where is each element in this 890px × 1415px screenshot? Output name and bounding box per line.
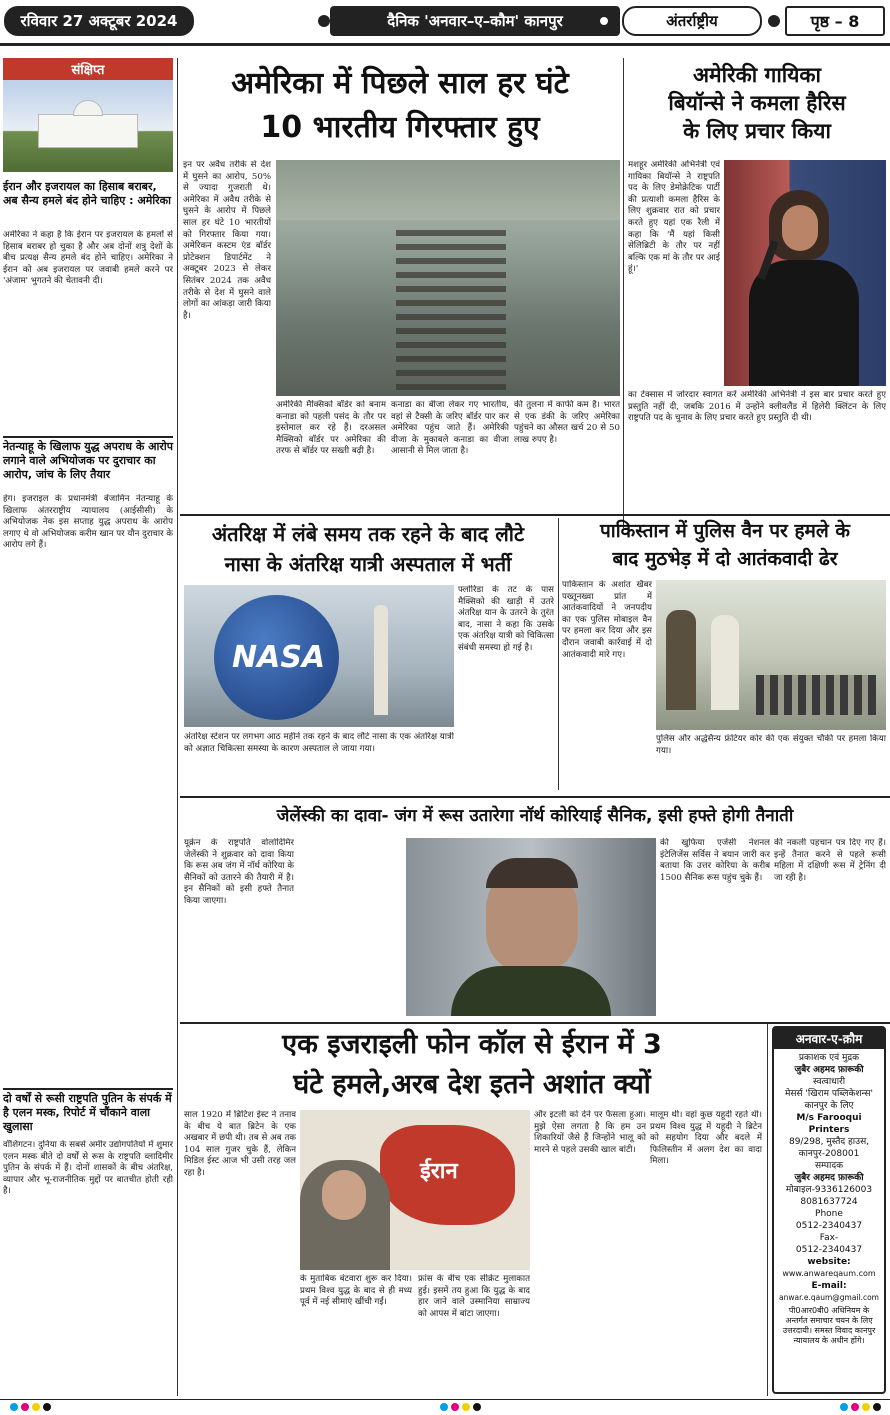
section-name: अंतर्राष्ट्रीय bbox=[622, 6, 762, 36]
magenta-dot-icon bbox=[851, 1403, 859, 1411]
israel-headline-line2: घंटे हमले,अरब देश इतने अशांत क्यों bbox=[293, 1069, 651, 1100]
map-label: ईरान bbox=[420, 1159, 458, 1184]
imprint-line: प्रकाशक एवं मुद्रक bbox=[798, 1053, 860, 1063]
black-dot-icon bbox=[473, 1403, 481, 1411]
fax-label: Fax- bbox=[819, 1233, 839, 1243]
registration-marks bbox=[440, 1403, 481, 1411]
zelensky-headline: जेलेंस्की का दावा- जंग में रूस उतारेगा नॉर्थ कोरियाई सैनिक, इसी हफ्ते होगी तैनाती bbox=[276, 806, 794, 826]
pakistan-headline-line1: पाकिस्तान में पुलिस वैन पर हमले के bbox=[599, 520, 850, 542]
riverbank-shape bbox=[276, 160, 620, 220]
israel-body-col1: साल 1920 में ब्रिटिश ईस्ट ने तनाव के बीच ये बात ब्रिटेन के एक अखबार में छपी थी। तब से अब तक 104 साल गुजर चुके हैं, लेकिन मिडिल ईस्ट आज भी उसी तरह जल रहा है। bbox=[184, 1110, 296, 1178]
lead-headline-line1: अमेरिका में पिछले साल हर घंटे bbox=[231, 66, 569, 101]
yellow-dot-icon bbox=[862, 1403, 870, 1411]
migrants-river-photo bbox=[276, 160, 620, 396]
israel-body-col4: और इटली को देने पर फैसला हुआ। मुझे ऐसा लगता है कि हम उन शिकारियों जैसे हैं जिन्होंने भालू को मारने से पहले उसकी खाल बांटी। bbox=[534, 1110, 646, 1155]
magenta-dot-icon bbox=[21, 1403, 29, 1411]
face-shape bbox=[782, 205, 818, 251]
fax-number: 0512-2340437 bbox=[795, 1245, 863, 1255]
divider bbox=[180, 796, 890, 798]
column-rule bbox=[623, 58, 624, 528]
imprint-title: अनवार-ए-क़ौम bbox=[774, 1028, 884, 1049]
shirt-shape bbox=[451, 966, 611, 1016]
lead-body-col1: इन पर अवैध तरीके से देश में घुसने का आरोप, 50% से ज्यादा गुजराती थे। अमेरिका में अवैध तरीके से घुसने के आरोप में पिछले साल हर घंटे 10 भारतीयों को गिरफ्तार किया गया। अमेरिकन कस्टम एंड बॉर्डर प्रोटेक्शन डिपार्टमेंट ने अक्टूबर 2023 से लेकर सितंबर 2024 तक अवैध तरीके से देश में घुसने वाले लोगों का आंकड़ा जारी किया है। bbox=[183, 160, 271, 321]
lead-body-col2: अमेरिकी मैक्सिको बॉर्डर को बनाम कनाडा को पहली पसंद के तौर पर इस्तेमाल कर रहे हैं। दरअसल मैक्सिको बॉर्डर पर अमेरिका की तरफ से बॉर्डर पर सख्ती बढ़ी है। bbox=[276, 400, 386, 457]
zelensky-body-col1: यूक्रेन के राष्ट्रपति वोलोदिमिर जेलेंस्की ने शुक्रवार को दावा किया कि रूस अब जंग में नॉर्थ कोरिया के सैनिकों को उतारने की तैयारी में है। इन सैनिकों को इसी हफ्ते तैनात किया जाएगा। bbox=[184, 838, 294, 906]
lead-headline-line2: 10 भारतीय गिरफ्तार हुए bbox=[260, 110, 540, 145]
masthead bbox=[0, 0, 890, 46]
newspaper-name: दैनिक 'अनवार–ए–कौम' कानपुर bbox=[330, 6, 620, 36]
editor-name: जुबैर अहमद फ़ारूकी bbox=[794, 1173, 864, 1183]
website-link[interactable]: www.anwareqaum.com bbox=[782, 1269, 876, 1278]
people-line-shape bbox=[396, 230, 506, 390]
bullet-icon bbox=[318, 15, 330, 27]
nasa-body-col1: फ्लोरिडा के तट के पास मैक्सिको की खाड़ी में उतरे अंतरिक्ष यान के उतरने के तुरंत बाद, नासा ने कहा कि उसके एक अंतरिक्ष यात्री को चिकित्सा संबंधी समस्या हो गई है। bbox=[458, 585, 554, 653]
dome-shape bbox=[73, 100, 103, 116]
imprint-box bbox=[772, 1026, 886, 1394]
israel-body-col5: मालूम थी। वहां कुछ यहूदी रहते थी। प्रथम विश्व युद्ध में यहूदी ने ब्रिटेन को सहयोग दिया और बदले में फिलिस्तीन में अलग देश का वादा मिला। bbox=[650, 1110, 762, 1167]
beyonce-headline-line1: अमेरिकी गायिका bbox=[693, 63, 821, 87]
pakistan-headline-line2: बाद मुठभेड़ में दो आतंकवादी ढेर bbox=[612, 548, 838, 570]
bullet-icon bbox=[768, 15, 780, 27]
zelensky-photo bbox=[406, 838, 656, 1016]
website-label: website: bbox=[807, 1257, 851, 1267]
imprint-line: स्वत्वाधारी bbox=[812, 1077, 846, 1087]
zelensky-body-col2: की खुफिया एजेंसी नेशनल इंटेलिजेंस सर्विस ने बयान जारी कर बताया कि उत्तर कोरिया के करीब 1500 सैनिक रूस पहुंच चुके हैं। bbox=[660, 838, 770, 883]
israel-body-col3: फ्रांस के बीच एक सीक्रेट मुलाकात हुई। इसमें तय हुआ कि युद्ध के बाद हार जाने वाले उस्मानिया साम्राज्य को आपस में बांटा जाएगा। bbox=[418, 1274, 530, 1319]
person-shape bbox=[666, 610, 696, 710]
nasa-logo-text: NASA bbox=[232, 640, 326, 675]
beyonce-headline-line2: बियॉन्से ने कमला हैरिस bbox=[668, 91, 846, 115]
sidebar-story2-headline: नेतन्याहू के खिलाफ युद्ध अपराध के आरोप लगाने वाले अभियोजक पर दुराचार का आरोप, जांच के लिए तैयार bbox=[3, 440, 173, 481]
sidebar-label: संक्षिप्त bbox=[3, 58, 173, 80]
imprint-line: जुबैर अहमद फ़ारूकी bbox=[794, 1065, 864, 1075]
legal-note: पी0आर0बी0 अधिनियम के अन्तर्गत समाचार चयन के लिए उत्तरदायी। समस्त विवाद कानपुर न्यायालय के अधीन होंगे। bbox=[782, 1306, 876, 1345]
pakistan-photo bbox=[656, 580, 886, 730]
yellow-dot-icon bbox=[462, 1403, 470, 1411]
page-number: पृष्ठ – 8 bbox=[785, 6, 885, 36]
suit-shape bbox=[749, 260, 859, 386]
israel-body-col2: के मुताबिक बंटवारा शुरू कर दिया। प्रथम विश्व युद्ध के बाद से ही मध्य पूर्व में नई सीमाएं खींची गईं। bbox=[300, 1274, 412, 1308]
sidebar-story3-body: वॉशिंगटन। दुनिया के सबसे अमीर उद्योगपतियों में शुमार एलन मस्क बीते दो वर्षों से रूस के राष्ट्रपति व्लादिमीर पुतिन के संपर्क में हैं। दोनों शासकों के बीच अंतरिक्ष, व्यापार और भू-राजनीतिक मुद्दों पर बातचीत होती रही है। bbox=[3, 1140, 173, 1197]
beyonce-body-col1: मशहूर अमेरिकी अभिनेत्री एवं गायिका बियॉन्से ने राष्ट्रपति पद के लिए डेमोक्रेटिक पार्टी की प्रत्याशी कमला हैरिस के लिए शुक्रवार रात को प्रचार करते हुए यहां एक रैली में कहा कि 'मैं यहां किसी सेलिब्रिटी के तौर पर नहीं बल्कि एक मां के तौर पर आई हूं।' bbox=[628, 160, 720, 275]
nasa-body-col2: अंतरिक्ष स्टेशन पर लगभग आठ महीने तक रहने के बाद लौटे नासा के एक अंतरिक्ष यात्री को अज्ञात चिकित्सा समस्या के कारण अस्पताल ले जाया गया। bbox=[184, 732, 454, 754]
rocket-shape bbox=[374, 605, 388, 715]
sidebar-story2-body: हेग। इजराइल के प्रधानमंत्री बेंजामिन नेतन्याहू के खिलाफ अंतरराष्ट्रीय न्यायालय (आईसीसी) के अभियोजक नेक इस सप्ताह युद्ध अपराध के आरोप लगाए थे वो अभियोजक करीम खान पर यौन दुराचार के आरोप लगे हैं। bbox=[3, 494, 173, 551]
column-rule bbox=[177, 58, 178, 1396]
bullet-icon bbox=[598, 15, 610, 27]
iran-map-photo bbox=[300, 1110, 530, 1270]
black-dot-icon bbox=[43, 1403, 51, 1411]
mobile-number: 8081637724 bbox=[800, 1197, 858, 1207]
hair-shape bbox=[486, 858, 578, 888]
face-shape bbox=[322, 1170, 366, 1220]
beyonce-headline-line3: के लिए प्रचार किया bbox=[683, 119, 831, 143]
cyan-dot-icon bbox=[840, 1403, 848, 1411]
sidebar-story3-headline: दो वर्षों से रूसी राष्ट्रपति पुतिन के संपर्क में है एलन मस्क, रिपोर्ट में चौंकाने वाला खुलासा bbox=[3, 1092, 172, 1133]
divider bbox=[3, 436, 173, 438]
imprint-line: मेसर्स 'खिराम पब्लिकेशन्स' bbox=[785, 1089, 873, 1099]
weapons-shape bbox=[756, 675, 876, 715]
zelensky-body-col3: की नकली पहचान पत्र दिए गए हैं। इन्हें तैनात करने से पहले रूसी महिला में दक्षिणी रूस में ट्रेनिंग दी जा रही है। bbox=[774, 838, 886, 883]
column-rule bbox=[767, 1024, 768, 1396]
nasa-photo bbox=[184, 585, 454, 727]
building-shape bbox=[38, 114, 138, 148]
black-dot-icon bbox=[873, 1403, 881, 1411]
sidebar-column bbox=[3, 58, 173, 1398]
email-link[interactable]: anwar.e.qaum@gmail.com bbox=[778, 1293, 879, 1302]
kamala-harris-photo bbox=[724, 160, 886, 386]
imprint-line: 89/298, मुस्तैद हाउस, कानपुर-208001 bbox=[788, 1137, 870, 1159]
nasa-headline-line1: अंतरिक्ष में लंबे समय तक रहने के बाद लौटे bbox=[211, 522, 525, 546]
imprint-line: M/s Farooqui Printers bbox=[796, 1113, 862, 1135]
phone-label: Phone bbox=[815, 1209, 843, 1219]
registration-marks bbox=[10, 1403, 51, 1411]
phone-number: 0512-2340437 bbox=[795, 1221, 863, 1231]
footer-bar bbox=[0, 1399, 890, 1415]
cyan-dot-icon bbox=[440, 1403, 448, 1411]
person-shape bbox=[711, 615, 739, 710]
sidebar-story1-headline: ईरान और इजरायल का हिसाब बराबर, अब सैन्य हमले बंद होने चाहिए : अमेरिका bbox=[3, 180, 171, 207]
issue-date: रविवार 27 अक्टूबर 2024 bbox=[4, 6, 194, 36]
magenta-dot-icon bbox=[451, 1403, 459, 1411]
divider bbox=[180, 1022, 890, 1024]
registration-marks bbox=[840, 1403, 881, 1411]
pakistan-body-col2: पुलिस और अर्द्धसैन्य फ्रंटियर कोर की एक संयुक्त चौकी पर हमला किया गया। bbox=[656, 734, 886, 756]
nasa-headline-line2: नासा के अंतरिक्ष यात्री अस्पताल में भर्ती bbox=[224, 552, 512, 576]
lead-body-col3: कनाडा का बीजा लेकर गए भारतीय, वहां से टैक्सी के जरिए बॉर्डर पार कर अमेरिका पहुंच जाते हैं। अमेरिकी वीजा के मुकाबले कनाडा का वीजा आसानी से मिल जाता है। bbox=[391, 400, 509, 457]
lead-body-col4: की तुलना में काफी कम है। भारत से एक डंकी के जरिए अमेरिका पहुंचने का औसत खर्च 20 से 50 लाख रुपए है। bbox=[514, 400, 620, 445]
divider bbox=[3, 1088, 173, 1090]
column-rule bbox=[558, 518, 559, 790]
editor-label: सम्पादक bbox=[814, 1161, 844, 1171]
divider bbox=[180, 514, 890, 516]
mobile-number: मोबाइल-9336126003 bbox=[785, 1185, 873, 1195]
pakistan-body-col1: पाकिस्तान के अशांत खैबर पख्तूनख्वा प्रांत में आतंकवादियों ने जनपदीय का एक पुलिस मोबाइल वैन पर हमला कर दिया और इस दौरान जवाबी कार्रवाई में दो आतंकवादी मारे गए। bbox=[562, 580, 652, 660]
white-house-photo bbox=[3, 80, 173, 172]
sidebar-story1-body: अमेरिका ने कहा है कि ईरान पर इजरायल के हमलों से हिसाब बराबर हो चुका है और अब दोनों शत्रु देशों के बीच प्रत्यक्ष सैन्य हमले बंद होने चाहिए। अमेरिका ने ईरान को अब इजरायल पर जवाबी हमले करने पर 'अंजाम' भुगतने की चेतावनी दी। bbox=[3, 230, 173, 287]
email-label: E-mail: bbox=[811, 1281, 847, 1291]
cyan-dot-icon bbox=[10, 1403, 18, 1411]
israel-headline-line1: एक इजराइली फोन कॉल से ईरान में 3 bbox=[282, 1029, 662, 1060]
yellow-dot-icon bbox=[32, 1403, 40, 1411]
beyonce-body-col2: का टेक्सास में जोरदार स्वागत करें अमेरिकी अभिनेत्री ने इस बार प्रचार करते हुए प्रस्तुति नहीं दी, जबकि 2016 में उन्होंने क्लीवलैंड में हिलेरी क्लिंटन के लिए राष्ट्रपति पद के चुनाव के लिए प्रचार करते हुए प्रस्तुति दी थी। bbox=[628, 390, 886, 424]
imprint-line: कानपुर के लिए bbox=[804, 1101, 854, 1111]
